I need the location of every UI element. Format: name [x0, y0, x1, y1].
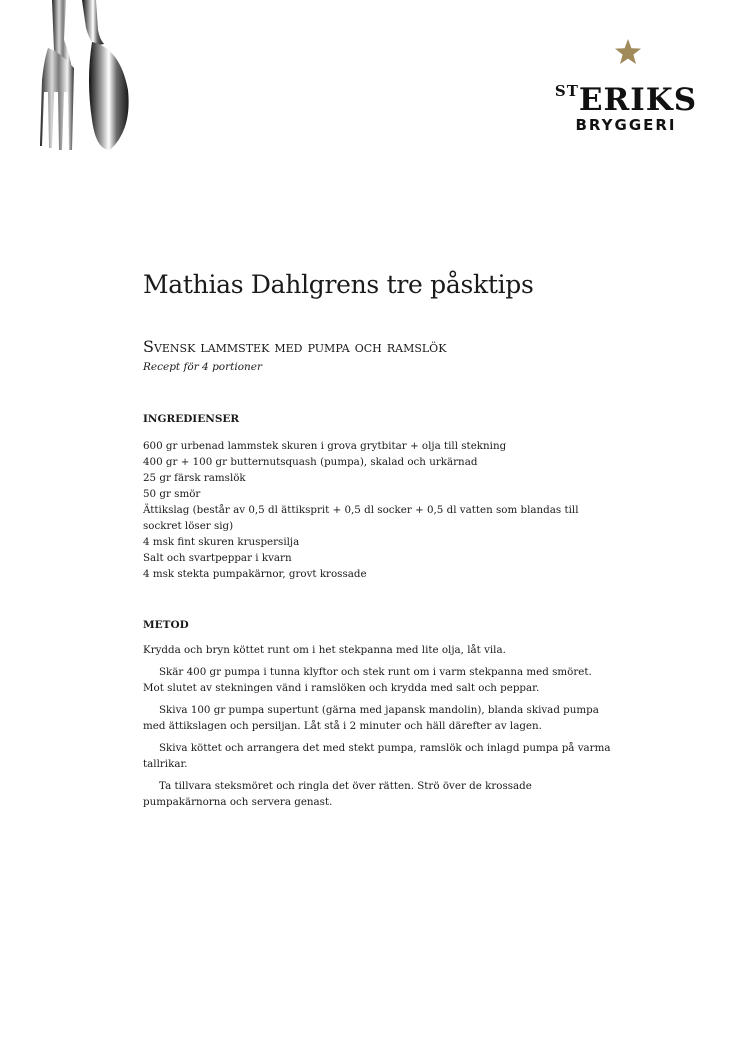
- logo-subtitle: BRYGGERI: [575, 116, 677, 134]
- method-step: Skiva 100 gr pumpa supertunt (gärna med japansk mandolin), blanda skivad pumpa med ättikslagen och persiljan. Låt stå i 2 minuter och häll därefter av lagen.: [143, 704, 599, 732]
- ingredient-item: Salt och svartpeppar i kvarn: [143, 552, 292, 564]
- ingredient-item: 25 gr färsk ramslök: [143, 472, 246, 484]
- page-title: Mathias Dahlgrens tre påsktips: [143, 270, 534, 299]
- ingredient-item: Ättikslag (består av 0,5 dl ättiksprit + 0,5 dl socker + 0,5 dl vatten som blandas till sockret löser sig): [143, 504, 579, 532]
- method-step: Ta tillvara steksmöret och ringla det över rätten. Strö över de krossade pumpakärnorna och servera genast.: [143, 780, 532, 808]
- ingredient-item: 400 gr + 100 gr butternutsquash (pumpa), skalad och urkärnad: [143, 456, 478, 468]
- method-heading: METOD: [143, 619, 189, 631]
- st-eriks-logo: [548, 38, 704, 134]
- star-icon: [614, 38, 642, 66]
- recipe-content: [143, 268, 613, 816]
- ingredients-heading: INGREDIENSER: [143, 413, 240, 425]
- method-step: Krydda och bryn köttet runt om i het stekpanna med lite olja, låt vila.: [143, 644, 506, 656]
- method-step: Skär 400 gr pumpa i tunna klyftor och stek runt om i varm stekpanna med smöret. Mot slutet av stekningen vänd i ramslöken och krydda med salt och peppar.: [143, 666, 592, 694]
- method-steps: [143, 642, 613, 810]
- recipe-title: Svensk lammstek med pumpa och ramslök: [143, 337, 447, 356]
- method-step: Skiva köttet och arrangera det med stekt pumpa, ramslök och inlagd pumpa på varma tallrikar.: [143, 742, 611, 770]
- ingredients-list: [143, 438, 613, 582]
- ingredient-item: 600 gr urbenad lammstek skuren i grova grytbitar + olja till stekning: [143, 440, 507, 452]
- servings-note: Recept för 4 portioner: [143, 361, 263, 373]
- ingredient-item: 4 msk stekta pumpakärnor, grovt krossade: [143, 568, 367, 580]
- ingredient-item: 50 gr smör: [143, 488, 201, 500]
- ingredient-item: 4 msk fint skuren kruspersilja: [143, 536, 300, 548]
- fork-and-spoon-icon: [0, 0, 140, 152]
- logo-brand: $^{ST}$ERIKS: [554, 82, 698, 118]
